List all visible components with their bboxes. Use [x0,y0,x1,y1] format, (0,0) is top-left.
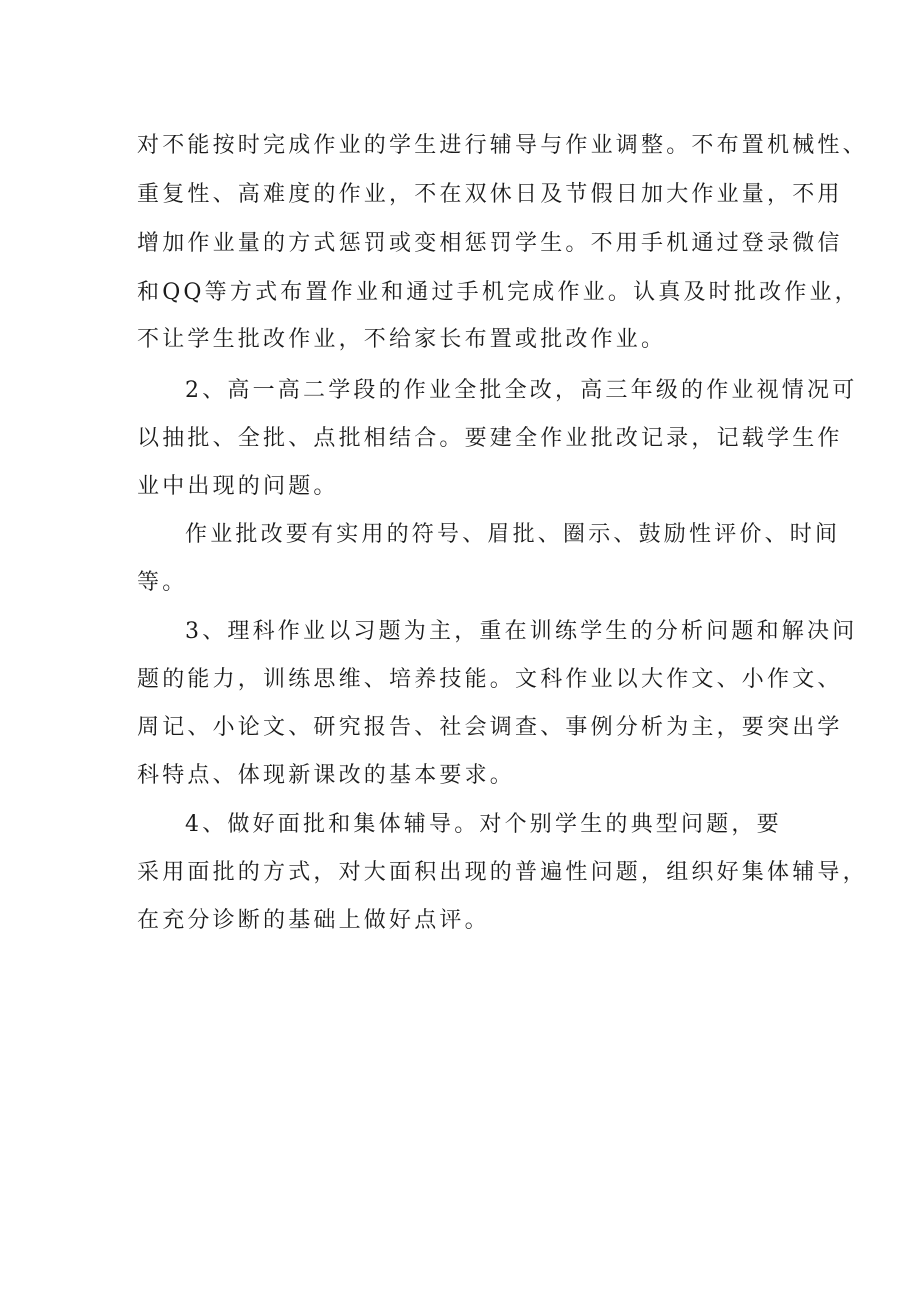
text-line: 周记、小论文、研究报告、社会调查、事例分析为主，要突出学 [137,715,843,740]
text-line: 业中出现的问题。 [137,474,339,499]
text-line: 重复性、高难度的作业，不在双休日及节假日加大作业量，不用 [137,182,843,207]
text-line: 以抽批、全批、点批相结合。要建全作业批改记录，记载学生作 [137,426,843,451]
text-line: 科特点、体现新课改的基本要求。 [137,763,516,788]
text-line: 采用面批的方式，对大面积出现的普遍性问题，组织好集体辅导， [137,860,868,885]
text-line: 和QQ等方式布置作业和通过手机完成作业。认真及时批改作业， [137,280,860,305]
text-line: 作业批改要有实用的符号、眉批、圈示、鼓励性评价、时间 [185,522,841,547]
text-line: 4、做好面批和集体辅导。对个别学生的典型问题，要 [185,812,782,837]
text-line: 对不能按时完成作业的学生进行辅导与作业调整。不布置机械性、 [137,133,868,158]
text-line: 题的能力，训练思维、培养技能。文科作业以大作文、小作文、 [137,667,843,692]
text-line: 等。 [137,570,188,595]
text-line: 3、理科作业以习题为主，重在训练学生的分析问题和解决问 [185,619,858,644]
text-line: 不让学生批改作业，不给家长布置或批改作业。 [137,327,667,352]
text-line: 在充分诊断的基础上做好点评。 [137,908,490,933]
text-line: 增加作业量的方式惩罚或变相惩罚学生。不用手机通过登录微信 [137,231,843,256]
text-line: 2、高一高二学段的作业全批全改，高三年级的作业视情况可 [185,378,858,403]
